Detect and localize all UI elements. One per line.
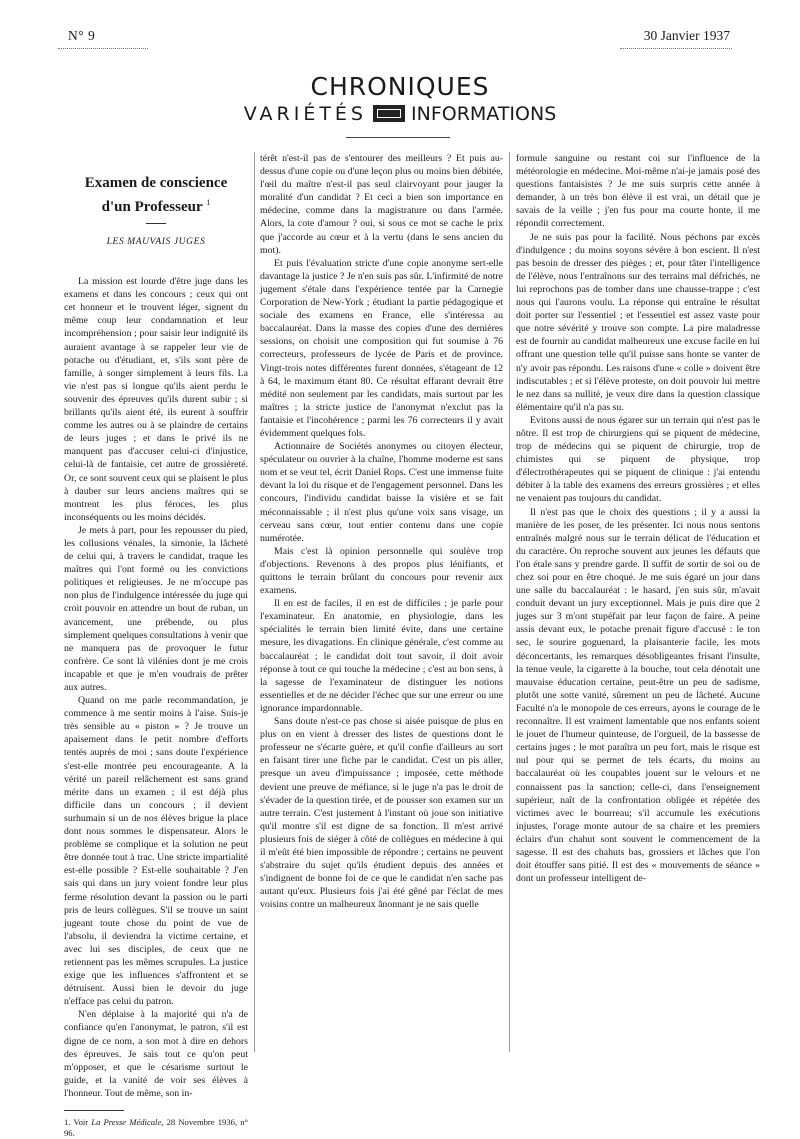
paragraph: N'en déplaise à la majorité qui n'a de confiance qu'en l'anonymat, le patron, s'il est digne de ce nom, a son mot à dire en dehors des épreuves. Je sais tout ce qu'on peut m'opposer, et que le césarisme surtout le guide, et la vanité de voir ses élèves à l'honneur. Tout de même, son in- bbox=[64, 1009, 248, 1099]
paragraph: Mais c'est là opinion personnelle qui soulève trop d'objections. Revenons à des propos plus lénifiants, et quittons le terrain brûlant du concours pour revenir aux examens. bbox=[260, 545, 503, 597]
paragraph: Il n'est pas que le choix des questions ; il y a aussi la manière de les poser, de les présenter. Ici nous nous sentons entraînés malgré nous sur le terrain délicat de l'éducation et du caractère. On reproche souvent aux jeunes les défauts que l'on étale sans y prendre garde. Il suffit de sortir de soi ou de chez soi pour en être choqué. Je me suis égaré un jour dans une salle du baccalauréat : le hasard, j'en suis sûr, m'avait conduit devant un jury exceptionnel. Mais je puis dire que 2 juges sur 3 m'ont stupéfait par leur façon de faire. A peine assis devant eux, le potache prenait figure d'accusé : le ton sec, le sourire goguenard, la plaisanterie facile, les mots déconcertants, les remarques désobligeantes frisant l'insulte, la tenue veule, la cigarette à la bouche, tout cela dénotait une mauvaise éducation certaine, peut-être un peu de sadisme, plutôt une sotte vanité, sûrement un peu de lâcheté. Aucune Faculté n'a le monopole de ces erreurs, ayons le courage de le reconnaître. Il est vraiment lamentable que nos enfants soient le jouet de l'humeur quinteuse, de l'orgueil, de la bassesse de certains juges ; le mot paraîtra un peu fort, mais le risque est nul pour qui se permet de tels écarts, du moins au baccalauréat où les coupables jouent sur le velours et ne connaissent pas la sanction; celle-ci, dans l'enseignement supérieur, naît de la confrontation obligée et répétée des victimes avec le bourreau; s'il accumule les exécutions injustes, l'orage monte autour de sa chaire et les premiers éclairs d'un chahut sont souvent le commencement de la sagesse. Il est des chahuts bas, grossiers et lâches que l'on doit étouffer sans pitié. Il est des « mouvements de séance » dont un professeur intelligent de- bbox=[516, 506, 760, 885]
column-1 bbox=[64, 152, 248, 1139]
footnote bbox=[64, 1117, 248, 1139]
article-title-line1: Examen de conscience bbox=[84, 175, 228, 191]
issue-date: 30 Janvier 1937 bbox=[643, 28, 730, 43]
column-2 bbox=[260, 152, 503, 911]
masthead-word-right: INFORMATIONS bbox=[411, 103, 557, 125]
column-divider-2 bbox=[509, 152, 510, 1052]
paragraph: Il en est de faciles, il en est de difficiles ; je parle pour l'examinateur. En anatomie, en physiologie, dans les spécialités le terrain bien limité évite, dans une certaine mesure, les divagations. En clinique générale, c'est comme au baccalauréat ; le candidat doit tout savoir, il doit avoir réponse à tout ce qui touche la médecine ; c'est au bon sens, à la sagesse de l'examinateur de distinguer les notions essentielles et de ne décider l'échec que sur une erreur ou une ignorance impardonnable. bbox=[260, 598, 503, 714]
header-rule-right bbox=[620, 48, 732, 49]
footnote-prefix: Voir bbox=[73, 1117, 89, 1127]
footnote-rule bbox=[64, 1110, 124, 1111]
paragraph: Et puis l'évaluation stricte d'une copie anonyme sert-elle davantage la justice ? Je n'en suis pas sûr. L'infirmité de notre jugement s'étale dans l'expérience tentée par la Carnegie Corporation de New-York ; étudiant la partie pédagogique et sociale des examens en France, elle s'intéressa au baccalauréat. Dans la masse des copies d'une des dernières sessions, on choisit une composition qui fut soumise à 76 correcteurs, professeurs de lycée de Paris et de province. Vingt-trois notes différentes furent données, s'étageant de 12 à 64, le maximum étant 80. Ce résultat effarant devrait être médité non seulement par les candidats, mais surtout par les maîtres ; la stricte justice de l'anonymat n'exclut pas la fantaisie et l'incohérence ; parmi les 76 correcteurs il y avait évidemment quelques fols. bbox=[260, 257, 503, 439]
paragraph: formule sanguine ou restant coi sur l'influence de la météorologie en médecine. Moi-même n'ai-je jamais posé des questions fantaisistes ? Je me suis surpris cette année à demander, à un très bon élève il est vrai, un détail que je savais de la veille ; j'en fus pour ma courte honte, il me répondit correctement. bbox=[516, 153, 760, 230]
column-3 bbox=[516, 152, 760, 885]
masthead-word-left: VARIÉTÉS bbox=[243, 103, 367, 125]
paragraph: Je ne suis pas pour la facilité. Nous péchons par excès d'indulgence ; du moins soyons sévère à bon escient. Il n'est pas besoin de dresser des pièges ; et, pour tâter l'intelligence de l'élève, nous l'entraînons sur des terrains mal défrichés, ne lui reprochons pas de tomber dans une chausse-trappe ; c'est nous qui l'aurons voulu. La réponse qui entraîne le résultat doit porter sur l'essentiel ; et l'essentiel est assez vaste pour que notre sévérité y trouve son compte. La pire maladresse est de fournir au candidat malheureux une excuse facile en lui offrant une question telle qu'il puisse sans honte se vanter de n'y avoir pas répondu. Les raisons d'une « colle » doivent être indiscutables ; et si l'élève proteste, on doit pouvoir lui mettre le nez dans sa nullité, je veux dire dans la question classique élémentaire qu'il n'a pas su. bbox=[516, 231, 760, 413]
column-divider-1 bbox=[254, 152, 255, 1052]
header-rule-left bbox=[58, 48, 148, 49]
paragraph: La mission est lourde d'être juge dans les examens et dans les concours ; ceux qui ont cet honneur et le trouvent léger, signent du même coup leur condamnation et leur incompréhension ; pour saisir leur indignité ils auraient avantage à se rappeler leur vie de potache ou d'étudiant, et, s'ils sont père de famille, à songer simplement à leurs fils. La vie n'est pas si longue qu'ils aient perdu le souvenir des épreuves qu'ils durent subir ; si brillants qu'ils aient été, ils eurent à souffrir comme les autres ou à se plaindre de certains de leurs juges ; et dans le privé ils ne manquent pas d'accuser celui-ci d'injustice, celui-là de fantaisie, cet autre de grossièreté. Or, ce sont souvent ceux qui se plaisent le plus à dauber sur leurs anciens maîtres qui se montrent les plus féroces, les plus inconséquents ou les moins décidés. bbox=[64, 276, 248, 523]
paragraph: térêt n'est-il pas de s'entourer des meilleurs ? Et puis au-dessus d'une copie ou d'une leçon plus ou moins bien débitée, l'œil du maître n'est-il pas seul clairvoyant pour jauger la moralité d'un candidat ? Et ceci a bien son importance en médecine, comme dans la magistrature ou dans l'armée. Alors, la cote d'amour ? oui, si sous ce mot se cache le prix que j'accorde au cœur et à la vertu (dans le sens ancien du mot). bbox=[260, 153, 503, 256]
masthead-title: CHRONIQUES bbox=[310, 72, 490, 101]
footnote-num: 1. bbox=[64, 1117, 71, 1127]
paragraph: Sans doute n'est-ce pas chose si aisée puisque de plus en plus on en vient à dresser des listes de questions dont le professeur ne s'écarte guère, et qu'il confie d'ailleurs au sort en faisant tirer une fiche par le candidat. C'est un pis aller, presque un aveu d'impuissance ; imposée, cette méthode devient une preuve de méfiance, si le juge n'a pas le droit de s'évader de la question tirée, et de pousser son examen sur un autre terrain. C'est justement à l'instant où joue son initiative qu'il montre s'il est digne de sa fonction. Il m'est arrivé plusieurs fois de siéger à côté de collègues en médecine à qui il m'eût été bien impossible de répondre ; certains ne peuvent s'abstraire du sujet qu'ils étudient depuis des années et s'indignent de bonne foi de ce que le candidat n'en sache pas autant qu'eux. Plusieurs fois j'ai été gêné par l'éclat de mes voisins contre un malheureux ânonnant je ne sais quelle bbox=[260, 716, 503, 911]
article-subtitle: LES MAUVAIS JUGES bbox=[106, 237, 206, 247]
paragraph: Quand on me parle recommandation, je commence à me sentir moins à l'aise. Suis-je très sensible au « piston » ? Je trouve un apaisement dans le petit nombre d'efforts tentés auprès de moi ; sans doute l'expérience s'est-elle montrée peu encourageante. A la vérité un pareil relâchement est sans grand mérite dans un examen ; il est déjà plus difficile dans un concours ; il devient surhumain si un de nos élèves brigue la place dont nous sommes le dispensateur. Alors le problème se complique et la solution ne peut être donnée tout à trac. Une stricte impartialité est-elle possible ? Est-elle souhaitable ? J'en sais qui dans un jury voient fondre leur plus ferme résolution devant la passion ou le parti pris de leurs collègues. S'il se trouve un saint jugeant toute chose du point de vue de l'absolu, il deviendra la victime certaine, et avec lui ses disciples, de ceux que ne retiennent pas les mêmes scrupules. La justice exige que les influences s'affrontent et se détruisent. Aussi bien le devoir du juge n'efface pas celui du patron. bbox=[64, 695, 248, 1008]
article-title bbox=[64, 174, 248, 217]
masthead-subtitle bbox=[0, 103, 800, 125]
masthead-rule bbox=[346, 137, 450, 138]
issue-number: N° 9 bbox=[68, 28, 96, 43]
footnote-rest: 28 Novembre 1936, n° 96. bbox=[64, 1117, 248, 1138]
title-rule bbox=[146, 223, 166, 224]
article-title-line2: d'un Professeur bbox=[101, 199, 203, 215]
paragraph: Evitons aussi de nous égarer sur un terrain qui n'est pas le nôtre. Il est trop de chirurgiens qui se piquent de médecine, trop de médecins qui se piquent de chirurgie, trop de chimistes qui se piquent de physique, trop d'électrothérapeutes qui se piquent de clinique : j'ai entendu débiter à la table des examens des erreurs grossières ; et elles ne venaient pas toujours du candidat. bbox=[516, 414, 760, 505]
ornament-icon bbox=[373, 105, 405, 122]
footnote-journal: La Presse Médicale, bbox=[91, 1117, 164, 1127]
paragraph: Je mets à part, pour les repousser du pied, les collusions vénales, la simonie, la lâcheté de celui qui, à travers le candidat, traque les maîtres qui l'ont formé ou les convictions politiques et religieuses. Je ne m'occupe pas non plus de l'indulgence intéressée du juge qui croit pouvoir en attendre un bout de ruban, un avancement, une prébende, ou plus simplement quelques consultations à venir que ne manquera pas de provoquer le futur confrère. Ce sont là vilénies dont je me crois incapable et que je m'en voudrais de prêter aux autres. bbox=[64, 524, 248, 693]
col1-text bbox=[64, 275, 248, 1100]
paragraph: Actionnaire de Sociétés anonymes ou citoyen électeur, spéculateur ou ouvrier à la chaîne, l'homme moderne est sans nom et se veut tel, écrit Daniel Rops. C'est une immense fuite devant la loi du risque et de l'engagement personnel. Dans les concours, l'individu candidat baisse la visière et se fait méconnaissable ; il n'est plus qu'une voix sans visage, un cerveau sans cœur, tout entier contenu dans une copie numérotée. bbox=[260, 441, 503, 544]
footnote-marker: 1 bbox=[206, 198, 211, 207]
